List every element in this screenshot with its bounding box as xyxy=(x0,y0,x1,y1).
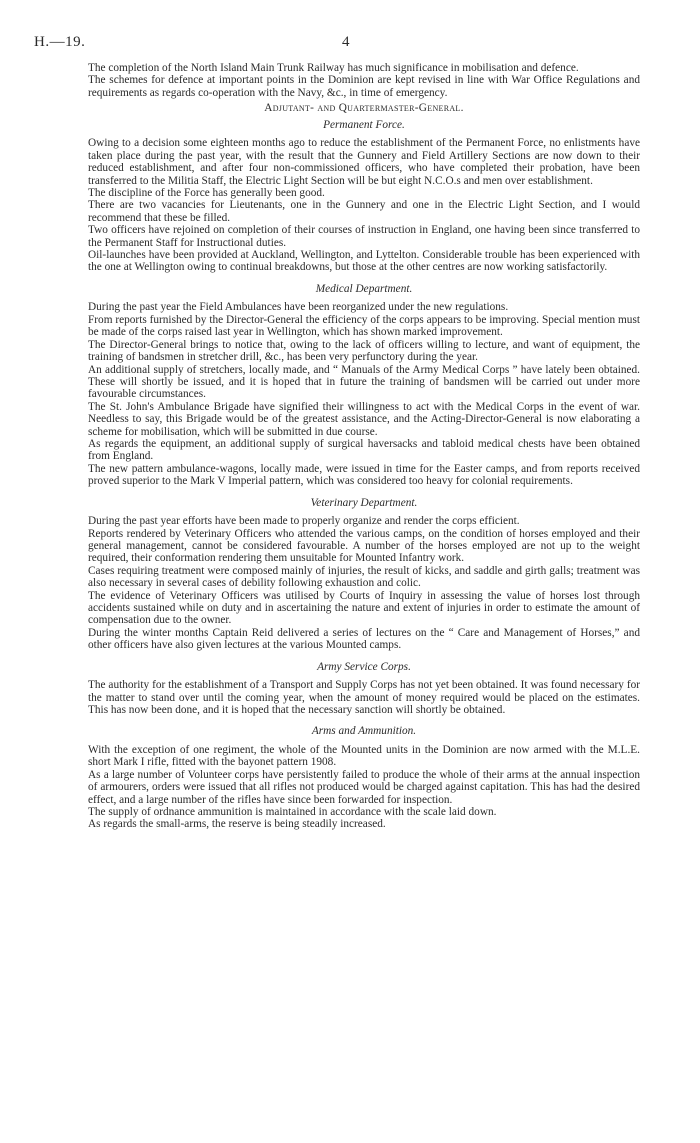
section-heading-adjutant: Adjutant- and Quartermaster-General. xyxy=(264,102,464,115)
paragraph: The authority for the establishment of a Transport and Supply Corps has not yet been obtained. It was found necessary for the matter to stand over until the coming year, when the amount of money required would be placed on the estimates. This has now been done, and it is hoped that the necessary sanction will shortly be obtained. xyxy=(88,679,640,717)
paragraph: During the winter months Captain Reid delivered a series of lectures on the “ Care and Management of Horses,” and other officers have also given lectures at the various Mounted camps. xyxy=(88,626,640,652)
section-medical-department xyxy=(88,283,640,488)
paragraph: An additional supply of stretchers, locally made, and “ Manuals of the Army Medical Corps ” have lately been obtained. These will shortly be issued, and it is hoped that in future the training of bandsmen will be carried out under more favourable circumstances. xyxy=(88,363,640,401)
section-title: Medical Department. xyxy=(315,282,413,295)
section-army-service-corps xyxy=(88,661,640,717)
paragraph: As a large number of Volunteer corps have persistently failed to produce the whole of their arms at the annual inspection of armourers, orders were issued that all rifles not produced would be charged against capitation. This has had the desired effect, and a large number of the rifles have since been forwarded for inspection. xyxy=(88,768,640,806)
paragraph: The Director-General brings to notice that, owing to the lack of officers willing to lecture, and want of equipment, the training of bandsmen in stretcher drill, &c., has been very perfunctory during the year. xyxy=(88,338,640,364)
paragraph: The completion of the North Island Main Trunk Railway has much significance in mobilisation and defence. xyxy=(88,62,579,74)
section-title: Veterinary Department. xyxy=(310,496,418,509)
section-title: Army Service Corps. xyxy=(317,660,411,673)
section-title: Arms and Ammunition. xyxy=(311,725,417,738)
paragraph: From reports furnished by the Director-General the efficiency of the corps appears to be improving. Special mention must be made of the corps raised last year in Wellington, which has shown marked improvement. xyxy=(88,313,640,339)
paragraph: The new pattern ambulance-wagons, locally made, were issued in time for the Easter camps, and from reports received proved superior to the Mark V Imperial pattern, which was considered too heavy for colonial requirements. xyxy=(88,462,640,488)
paragraph: The schemes for defence at important points in the Dominion are kept revised in line with War Office Regulations and requirements as regards co-operation with the Navy, &c., in time of emergency. xyxy=(88,74,640,99)
paragraph: The evidence of Veterinary Officers was utilised by Courts of Inquiry in assessing the value of horses lost through accidents sustained while on duty and in ascertaining the nature and extent of injuries in order to estimate the amount of compensation due to the owner. xyxy=(88,589,640,627)
paragraph: Reports rendered by Veterinary Officers who attended the various camps, on the condition of horses employed and their general management, cannot be considered favourable. A number of the horses employed are not up to the weight required, their conformation rendering them unsuitable for Mounted Infantry work. xyxy=(88,527,640,565)
paragraph: Two officers have rejoined on completion of their courses of instruction in England, one having been since transferred to the Permanent Staff for Instructional duties. xyxy=(88,224,640,249)
paragraph: As regards the small-arms, the reserve is being steadily increased. xyxy=(88,818,386,831)
paragraph: The St. John's Ambulance Brigade have signified their willingness to act with the Medical Corps in the event of war. Needless to say, this Brigade would be of the greatest assistance, and the Acting-Director-General is now elaborating a scheme for mobilisation, which will be submitted in due course. xyxy=(88,400,640,438)
paragraph: With the exception of one regiment, the whole of the Mounted units in the Dominion are now armed with the M.L.E. short Mark I rifle, fitted with the bayonet pattern 1908. xyxy=(88,744,640,769)
paragraph: During the past year efforts have been made to properly organize and render the corps efficient. xyxy=(88,515,520,528)
page-header xyxy=(34,34,640,62)
paragraph: During the past year the Field Ambulances have been reorganized under the new regulations. xyxy=(88,301,509,314)
page-number: 4 xyxy=(342,34,350,50)
paragraph: The supply of ordnance ammunition is maintained in accordance with the scale laid down. xyxy=(88,806,497,819)
paragraph: Oil-launches have been provided at Auckland, Wellington, and Lyttelton. Considerable trouble has been experienced with the one at Wellington owing to continual breakdowns, but those at the other centres are now working satisfactorily. xyxy=(88,249,640,274)
paragraph: Cases requiring treatment were composed mainly of injuries, the result of kicks, and saddle and girth galls; treatment was also necessary in several cases of debility following exhaustion and colic. xyxy=(88,564,640,590)
paragraph: As regards the equipment, an additional supply of surgical haversacks and tabloid medical chests have been obtained from England. xyxy=(88,437,640,463)
paragraph: There are two vacancies for Lieutenants, one in the Gunnery and one in the Electric Light Section, and I would recommend that these be filled. xyxy=(88,199,640,224)
section-arms-and-ammunition xyxy=(88,725,640,830)
section-veterinary-department xyxy=(88,497,640,652)
paragraph: The discipline of the Force has generally been good. xyxy=(88,187,325,200)
section-permanent-force xyxy=(88,119,640,274)
paragraph: Owing to a decision some eighteen months ago to reduce the establishment of the Permanent Force, no enlistments have taken place during the past year, with the result that the Gunnery and Field Artillery Sections are now down to their reduced establishment, and after four non-commissioned officers, who have completed their probation, have been transferred to the Militia Staff, the Electric Light Section will be but eight N.C.O.s and men over establishment. xyxy=(88,137,640,187)
document-reference: H.—19. xyxy=(34,34,86,50)
section-title: Permanent Force. xyxy=(323,118,405,131)
document-body xyxy=(88,62,640,831)
